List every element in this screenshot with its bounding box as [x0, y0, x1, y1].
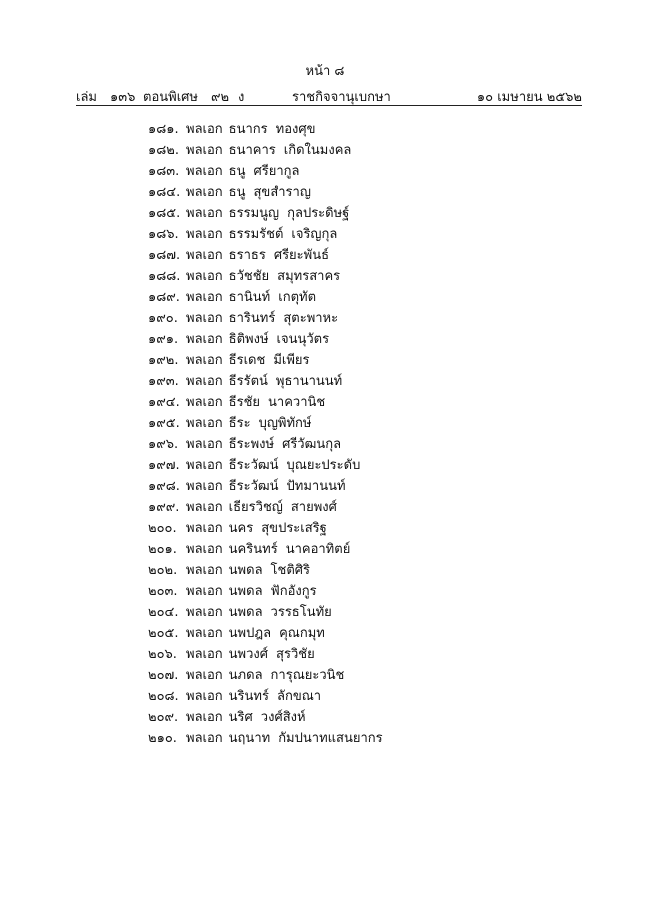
header-divider	[76, 105, 582, 106]
entry-last-name: มีเพียร	[273, 353, 310, 368]
entry-rank: พลเอก	[186, 311, 223, 326]
entry-index: ๒๐๔.	[148, 605, 179, 620]
entry-first-name: ธีระพงษ์	[228, 437, 275, 452]
list-item	[148, 224, 383, 245]
entry-last-name: ทองศุข	[275, 122, 316, 137]
entry-rank: พลเอก	[186, 500, 223, 515]
entry-first-name: ธนากร	[228, 122, 268, 137]
entry-rank: พลเอก	[186, 605, 223, 620]
entry-last-name: ศรียากูล	[253, 164, 300, 179]
entry-first-name: ธีระวัฒน์	[228, 479, 279, 494]
entry-index: ๒๐๗.	[148, 668, 179, 683]
entry-rank: พลเอก	[186, 437, 223, 452]
entry-rank: พลเอก	[186, 542, 223, 557]
entry-first-name: ธีระวัฒน์	[228, 458, 279, 473]
list-item	[148, 392, 383, 413]
entry-rank: พลเอก	[186, 521, 223, 536]
list-item	[148, 203, 383, 224]
list-item	[148, 434, 383, 455]
entry-index: ๑๙๘.	[148, 479, 180, 494]
entry-last-name: โชติศิริ	[270, 563, 311, 578]
list-item	[148, 581, 383, 602]
list-item	[148, 518, 383, 539]
entry-last-name: วงศ์สิงห์	[260, 710, 306, 725]
entry-rank: พลเอก	[186, 731, 223, 746]
entry-first-name: ธีรรัตน์	[228, 374, 268, 389]
list-item	[148, 728, 383, 749]
entry-first-name: นคร	[228, 521, 254, 536]
entry-first-name: ธานินท์	[228, 290, 271, 305]
list-item	[148, 287, 383, 308]
entry-first-name: นพดล	[228, 605, 263, 620]
entry-index: ๑๙๗.	[148, 458, 180, 473]
entry-first-name: เธียรวิชญ์	[228, 500, 283, 515]
entry-first-name: ธราธร	[228, 248, 266, 263]
section-letter: ง	[238, 90, 245, 105]
list-item	[148, 455, 383, 476]
entry-first-name: ธนาคาร	[228, 143, 276, 158]
entry-first-name: ธีรเดช	[228, 353, 266, 368]
list-item	[148, 707, 383, 728]
entry-rank: พลเอก	[186, 374, 223, 389]
entry-index: ๑๘๖.	[148, 227, 179, 242]
entry-last-name: สุรวิชัย	[276, 647, 315, 662]
entry-index: ๑๙๒.	[148, 353, 179, 368]
entry-last-name: ศรียะพันธ์	[273, 248, 330, 263]
entry-rank: พลเอก	[186, 584, 223, 599]
entry-last-name: นาคอาทิตย์	[285, 542, 351, 557]
entry-first-name: นฤนาท	[228, 731, 271, 746]
entry-index: ๑๙๕.	[148, 416, 180, 431]
entry-index: ๑๘๑.	[148, 122, 179, 137]
entry-last-name: เกตุทัต	[278, 290, 317, 305]
entry-last-name: เกิดในมงคล	[283, 143, 352, 158]
entry-index: ๑๙๖.	[148, 437, 179, 452]
entry-index: ๒๐๐.	[148, 521, 177, 536]
entry-index: ๒๐๓.	[148, 584, 178, 599]
entry-index: ๑๘๔.	[148, 185, 181, 200]
list-item	[148, 413, 383, 434]
list-item	[148, 329, 383, 350]
entry-first-name: ธีระ	[228, 416, 251, 431]
list-item	[148, 602, 383, 623]
entry-index: ๑๘๘.	[148, 269, 181, 284]
entry-first-name: ธนู	[228, 185, 246, 200]
entry-rank: พลเอก	[186, 332, 223, 347]
entry-index: ๑๙๑.	[148, 332, 179, 347]
gazette-header	[76, 86, 582, 106]
entry-index: ๑๙๙.	[148, 500, 180, 515]
entry-index: ๑๘๙.	[148, 290, 180, 305]
entry-last-name: ปัทมานนท์	[286, 479, 346, 494]
list-item	[148, 140, 383, 161]
entry-first-name: นพวงศ์	[228, 647, 269, 662]
list-item	[148, 539, 383, 560]
entry-last-name: ลักขณา	[276, 689, 322, 704]
entry-rank: พลเอก	[186, 668, 223, 683]
entry-index: ๑๙๓.	[148, 374, 179, 389]
entry-index: ๑๘๕.	[148, 206, 181, 221]
list-item	[148, 560, 383, 581]
entry-rank: พลเอก	[186, 269, 223, 284]
publication-date: ๑๐ เมษายน ๒๕๖๒	[476, 90, 582, 105]
entry-rank: พลเอก	[186, 353, 223, 368]
entry-index: ๒๐๙.	[148, 710, 179, 725]
entry-first-name: ธรรมรัชต์	[228, 227, 284, 242]
entry-rank: พลเอก	[186, 647, 223, 662]
entry-rank: พลเอก	[186, 479, 223, 494]
entry-rank: พลเอก	[186, 689, 223, 704]
entry-first-name: ธารินทร์	[228, 311, 276, 326]
entry-last-name: บุญพิทักษ์	[258, 416, 312, 431]
entry-first-name: ธิติพงษ์	[228, 332, 269, 347]
entry-last-name: สุตะพาหะ	[283, 311, 339, 326]
list-item	[148, 308, 383, 329]
entry-last-name: เจริญกุล	[291, 227, 338, 242]
list-item	[148, 665, 383, 686]
entry-last-name: บุณยะประดับ	[286, 458, 361, 473]
entry-first-name: ธรรมนูญ	[228, 206, 280, 221]
entry-rank: พลเอก	[186, 416, 223, 431]
entry-rank: พลเอก	[186, 248, 223, 263]
entry-last-name: พุธานานนท์	[275, 374, 343, 389]
entry-index: ๑๙๔.	[148, 395, 180, 410]
entry-first-name: นริศ	[228, 710, 253, 725]
page-number: หน้า ๘	[305, 64, 345, 79]
list-item	[148, 497, 383, 518]
entry-last-name: สุขสำราญ	[253, 185, 311, 200]
list-item	[148, 119, 383, 140]
entry-rank: พลเอก	[186, 458, 223, 473]
name-list	[148, 119, 383, 749]
entry-rank: พลเอก	[186, 227, 223, 242]
entry-rank: พลเอก	[186, 122, 223, 137]
entry-index: ๑๘๒.	[148, 143, 179, 158]
entry-first-name: นพดล	[228, 584, 263, 599]
entry-index: ๒๐๕.	[148, 626, 179, 641]
entry-rank: พลเอก	[186, 185, 223, 200]
entry-first-name: ธวัชชัย	[228, 269, 270, 284]
entry-rank: พลเอก	[186, 710, 223, 725]
entry-last-name: กัมปนาทแสนยากร	[278, 731, 383, 746]
entry-last-name: สมุทรสาคร	[277, 269, 341, 284]
entry-rank: พลเอก	[186, 143, 223, 158]
section-label: ตอนพิเศษ	[143, 90, 198, 105]
entry-last-name: คุณกมุท	[279, 626, 325, 641]
entry-index: ๒๑๐.	[148, 731, 177, 746]
entry-first-name: นพดล	[228, 563, 263, 578]
entry-first-name: นภดล	[228, 668, 263, 683]
entry-first-name: นครินทร์	[228, 542, 278, 557]
entry-rank: พลเอก	[186, 395, 223, 410]
entry-rank: พลเอก	[186, 290, 223, 305]
entry-last-name: สายพงศ์	[290, 500, 337, 515]
gazette-name: ราชกิจจานุเบกษา	[292, 90, 391, 105]
entry-index: ๒๐๒.	[148, 563, 178, 578]
entry-index: ๒๐๖.	[148, 647, 177, 662]
list-item	[148, 623, 383, 644]
entry-rank: พลเอก	[186, 626, 223, 641]
entry-index: ๒๐๑.	[148, 542, 177, 557]
list-item	[148, 245, 383, 266]
entry-last-name: นาควานิช	[268, 395, 326, 410]
list-item	[148, 686, 383, 707]
entry-first-name: นพปฎล	[228, 626, 272, 641]
list-item	[148, 371, 383, 392]
entry-index: ๑๙๐.	[148, 311, 178, 326]
entry-first-name: ธนู	[228, 164, 246, 179]
volume-label: เล่ม	[76, 90, 97, 105]
list-item	[148, 476, 383, 497]
list-item	[148, 161, 383, 182]
entry-index: ๑๘๗.	[148, 248, 181, 263]
entry-last-name: ฟักอังกูร	[270, 584, 317, 599]
entry-last-name: การุณยะวนิช	[270, 668, 345, 683]
entry-last-name: เจนนุวัตร	[276, 332, 330, 347]
entry-last-name: สุขประเสริฐ	[261, 521, 327, 536]
entry-first-name: ธีรชัย	[228, 395, 261, 410]
entry-last-name: วรรธโนทัย	[270, 605, 332, 620]
volume-number: ๑๓๖	[110, 90, 136, 105]
entry-first-name: นรินทร์	[228, 689, 269, 704]
entry-last-name: ศรีวัฒนกุล	[282, 437, 342, 452]
entry-rank: พลเอก	[186, 206, 223, 221]
entry-rank: พลเอก	[186, 563, 223, 578]
list-item	[148, 182, 383, 203]
list-item	[148, 644, 383, 665]
entry-rank: พลเอก	[186, 164, 223, 179]
section-number: ๙๒	[211, 90, 230, 105]
list-item	[148, 350, 383, 371]
entry-last-name: กุลประดิษฐ์	[287, 206, 350, 221]
list-item	[148, 266, 383, 287]
entry-index: ๑๘๓.	[148, 164, 180, 179]
entry-index: ๒๐๘.	[148, 689, 179, 704]
